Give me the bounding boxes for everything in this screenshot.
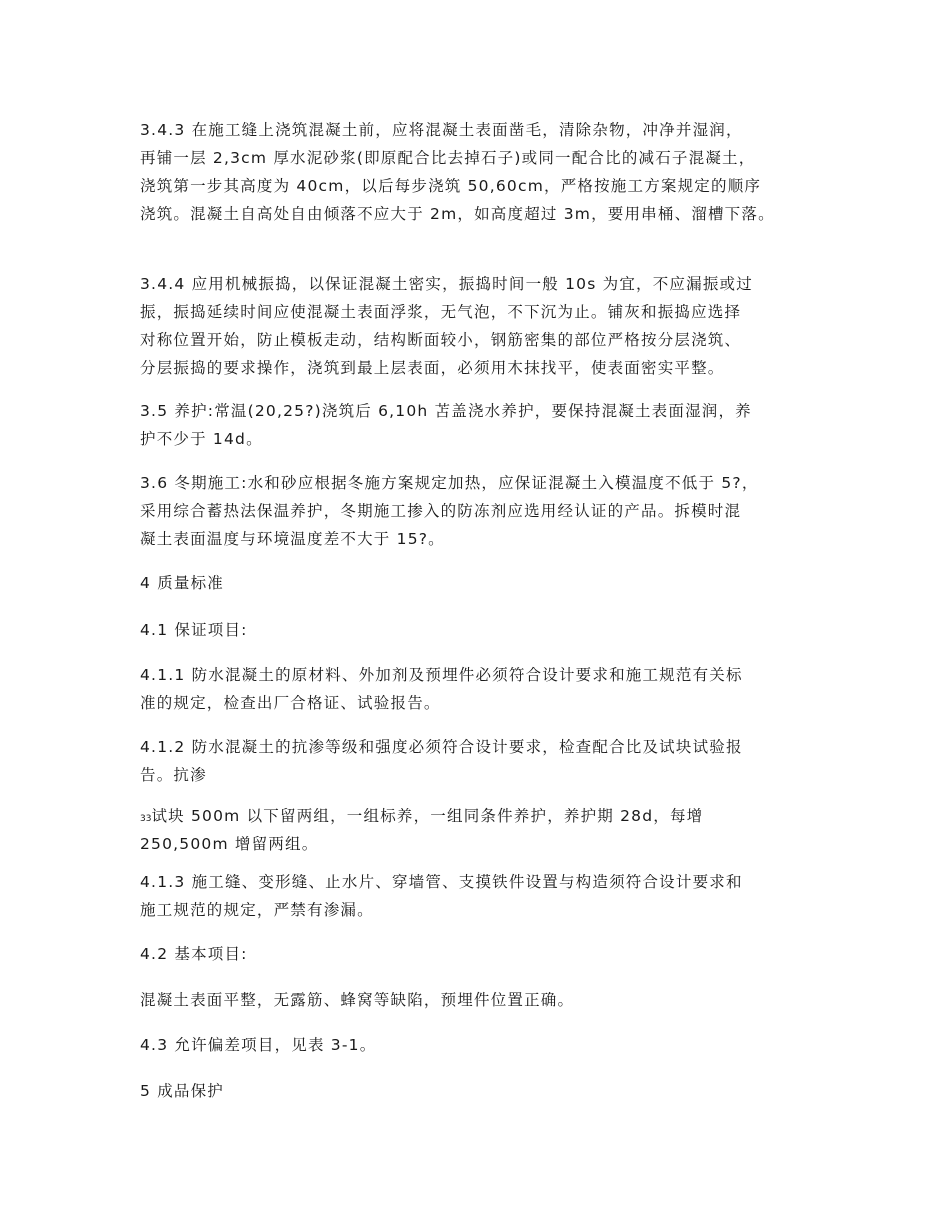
text-line: 施工规范的规定，严禁有渗漏。	[140, 901, 374, 919]
text-line: 准的规定，检查出厂合格证、试验报告。	[140, 694, 441, 712]
text-line: 浇筑第一步其高度为 40cm，以后每步浇筑 50,60cm，严格按施工方案规定的顺序	[140, 177, 762, 195]
text-line: 3.4.3 在施工缝上浇筑混凝土前，应将混凝土表面凿毛，清除杂物，冲净并湿润，	[140, 121, 743, 139]
text-line-content: 试块 500m 以下留两组，一组标养，一组同条件养护，养护期 28d，每增	[151, 807, 704, 825]
text-line: 混凝土表面平整，无露筋、蜂窝等缺陷，预埋件位置正确。	[140, 991, 575, 1009]
paragraph-3-4-3	[140, 116, 830, 228]
section-heading: 4.2 基本项目:	[140, 945, 248, 963]
heading-5	[140, 1077, 830, 1105]
text-line: 再铺一层 2,3cm 厚水泥砂浆(即原配合比去掉石子)或同一配合比的减石子混凝土，	[140, 149, 756, 167]
paragraph-4-2	[140, 986, 830, 1014]
text-line: 4.1.2 防水混凝土的抗渗等级和强度必须符合设计要求，检查配合比及试块试验报	[140, 738, 743, 756]
heading-4	[140, 569, 830, 597]
heading-4-1	[140, 616, 830, 644]
text-line: 3.4.4 应用机械振捣，以保证混凝土密实，振捣时间一般 10s 为宜，不应漏振或过	[140, 275, 753, 293]
text-line: 采用综合蓄热法保温养护，冬期施工掺入的防冻剂应选用经认证的产品。拆模时混	[140, 502, 742, 520]
text-line: 浇筑。混凝土自高处自由倾落不应大于 2m，如高度超过 3m，要用串桶、溜槽下落。	[140, 205, 775, 223]
text-line: 告。抗渗	[140, 766, 207, 784]
text-line	[140, 804, 830, 832]
text-line: 振，振捣延续时间应使混凝土表面浮浆，无气泡，不下沉为止。铺灰和振捣应选择	[140, 303, 742, 321]
paragraph-3-5	[140, 397, 830, 453]
text-line: 250,500m 增留两组。	[140, 835, 319, 853]
text-line: 分层振捣的要求操作，浇筑到最上层表面，必须用木抹找平，使表面密实平整。	[140, 359, 725, 377]
paragraph-4-1-1	[140, 661, 830, 717]
page-marker: 33	[140, 814, 152, 824]
heading-4-2	[140, 940, 830, 968]
text-line: 4.1.3 施工缝、变形缝、止水片、穿墙管、支摸铁件设置与构造须符合设计要求和	[140, 873, 743, 891]
text-line: 3.5 养护:常温(20,25?)浇筑后 6,10h 苫盖浇水养护，要保持混凝土表面湿润，养	[140, 402, 752, 420]
paragraph-4-3	[140, 1031, 830, 1059]
text-line: 4.3 允许偏差项目，见表 3-1。	[140, 1036, 377, 1054]
text-line: 3.6 冬期施工:水和砂应根据冬施方案规定加热，应保证混凝土入模温度不低于 5?，	[140, 474, 759, 492]
paragraph-4-1-2	[140, 733, 830, 789]
paragraph-4-1-3	[140, 868, 830, 924]
text-line: 凝土表面温度与环境温度差不大于 15?。	[140, 530, 445, 548]
text-line: 对称位置开始，防止模板走动，结构断面较小，钢筋密集的部位严格按分层浇筑、	[140, 331, 742, 349]
paragraph-3-4-4	[140, 270, 830, 382]
paragraph-3-6	[140, 469, 830, 553]
text-line: 护不少于 14d。	[140, 430, 263, 448]
paragraph-4-1-2-continued	[140, 804, 830, 857]
section-heading: 4 质量标准	[140, 574, 224, 592]
text-line: 4.1.1 防水混凝土的原材料、外加剂及预埋件必须符合设计要求和施工规范有关标	[140, 666, 743, 684]
section-heading: 4.1 保证项目:	[140, 621, 248, 639]
section-heading: 5 成品保护	[140, 1082, 224, 1100]
